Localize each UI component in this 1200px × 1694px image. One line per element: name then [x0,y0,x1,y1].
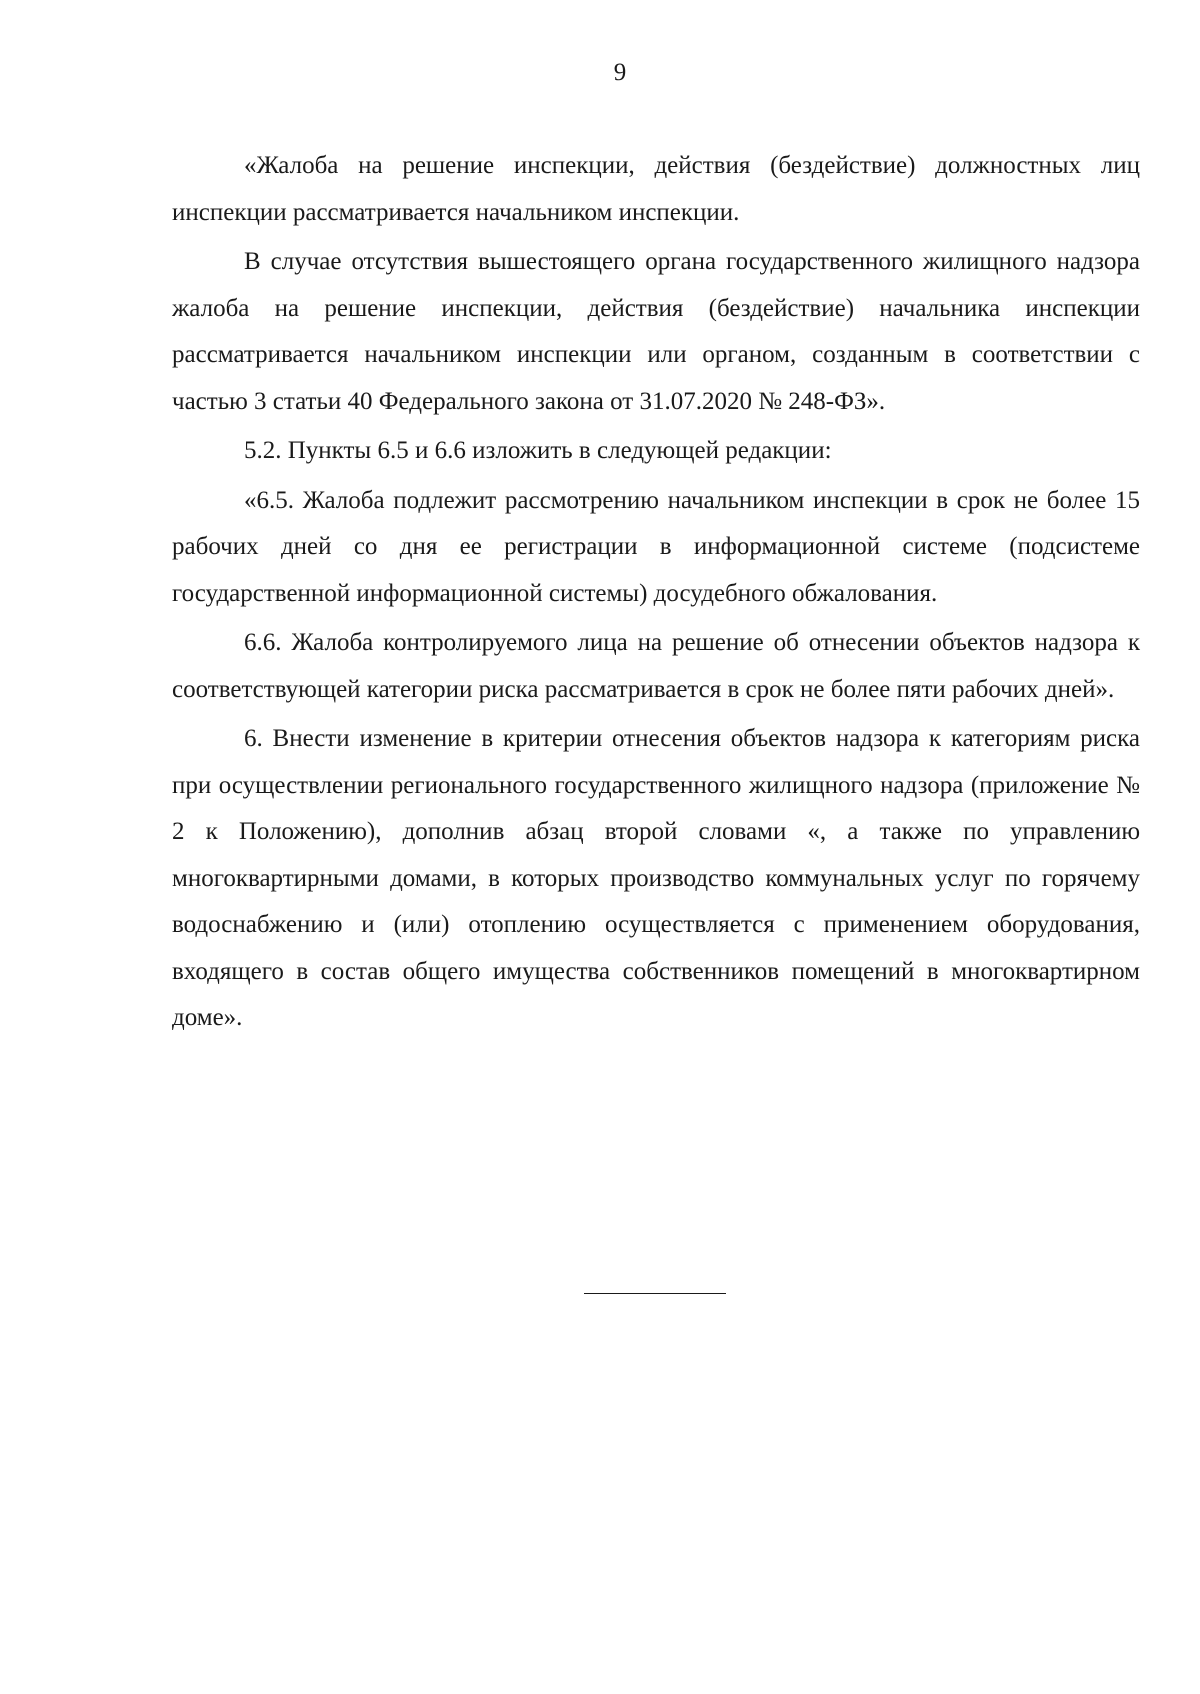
paragraph-amend-clauses: 5.2. Пункты 6.5 и 6.6 изложить в следующей редакции: [244,437,832,464]
paragraph-no-superior-body: В случае отсутствия вышестоящего органа государственного жилищного надзора жалоба на решение инспекции, действия (бездействие) начальника инспекции рассматривается начальником инспекции или органом, созданным в соответствии с частью 3 статьи 40 Федерального закона от 31.07.2020 № 248-ФЗ». [172,248,1140,415]
paragraph-clause-6-6: 6.6. Жалоба контролируемого лица на решение об отнесении объектов надзора к соответствующей категории риска рассматривается в срок не более пяти рабочих дней». [172,629,1140,703]
paragraph-clause-6-5: «6.5. Жалоба подлежит рассмотрению начальником инспекции в срок не более 15 рабочих дней со дня ее регистрации в информационной системе (подсистеме государственной информационной системы) досудебного обжалования. [172,486,1140,607]
page-number: 9 [613,59,627,86]
paragraph-risk-criteria-amendment: 6. Внести изменение в критерии отнесения объектов надзора к категориям риска при осуществлении регионального государственного жилищного надзора (приложение № 2 к Положению), дополнив абзац второй словами «, а также по управлению многоквартирными домами, в которых производство коммунальных услуг по горячему водоснабжению и (или) отоплению осуществляется с применением оборудования, входящего в состав общего имущества собственников помещений в многоквартирном доме». [172,725,1140,1031]
paragraph-complaint-review: «Жалоба на решение инспекции, действия (бездействие) должностных лиц инспекции рассматривается начальником инспекции. [172,152,1140,226]
end-of-text-rule [584,1293,726,1294]
document-body [172,143,1140,1042]
